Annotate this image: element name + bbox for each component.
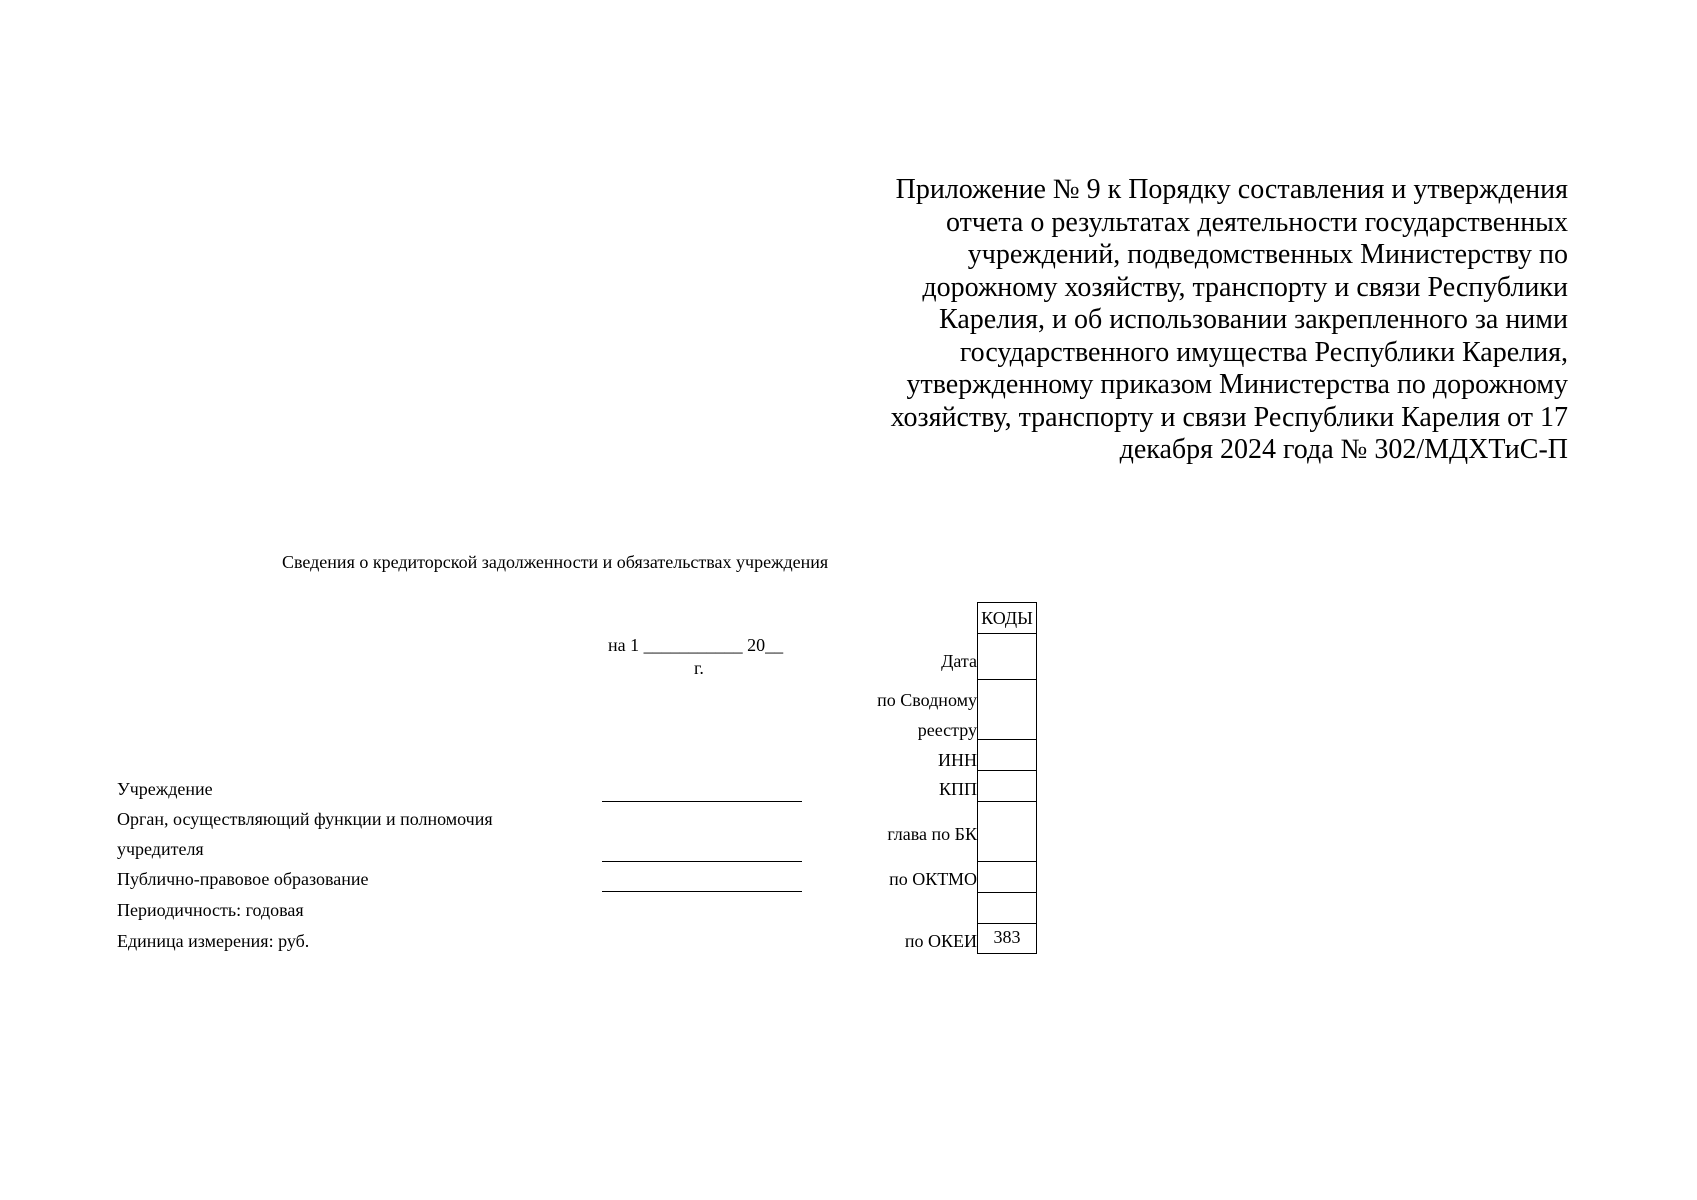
blank-code-cell[interactable] [978, 892, 1036, 923]
codes-table [977, 602, 1037, 954]
public-entity-label: Публично-правовое образование [117, 869, 369, 889]
appendix-line: утвержденному приказом Министерства по дорожному [906, 369, 1568, 400]
okei-code-cell[interactable]: 383 [978, 923, 1036, 953]
form-title: Сведения о кредиторской задолженности и обязательствах учреждения [282, 552, 829, 572]
founder-label-line1: Орган, осуществляющий функции и полномочия [117, 809, 493, 829]
appendix-line: Карелия, и об использовании закрепленного за ними [939, 304, 1568, 335]
inn-code-label: ИНН [938, 750, 977, 770]
date-code-cell[interactable] [978, 633, 1036, 679]
institution-label: Учреждение [117, 779, 213, 799]
report-date-suffix: г. [694, 658, 704, 678]
public-entity-fill-line[interactable] [602, 891, 802, 892]
report-date-line: на 1 ___________ 20__ [608, 635, 784, 655]
appendix-line: государственного имущества Республики Карелия, [959, 336, 1568, 368]
chapter-bk-code-cell[interactable] [978, 801, 1036, 861]
appendix-line: отчета о результатах деятельности государственных [945, 206, 1568, 238]
date-code-label: Дата [941, 651, 977, 671]
unit-label: Единица измерения: руб. [117, 931, 310, 951]
founder-label-line2: учредителя [117, 839, 204, 859]
kpp-code-label: КПП [938, 779, 977, 799]
appendix-line: хозяйству, транспорту и связи Республики Карелия от 17 [890, 401, 1568, 433]
appendix-line: дорожному хозяйству, транспорту и связи Республики [922, 271, 1568, 303]
registry-code-cell[interactable] [978, 679, 1036, 739]
institution-fill-line[interactable] [602, 801, 802, 802]
founder-fill-line[interactable] [602, 861, 802, 862]
inn-code-cell[interactable] [978, 739, 1036, 770]
registry-code-label-line1: по Сводному [877, 690, 977, 710]
chapter-bk-code-label: глава по БК [887, 824, 977, 844]
oktmo-code-cell[interactable] [978, 861, 1036, 892]
appendix-header [860, 174, 1568, 467]
okei-code-label: по ОКЕИ [904, 931, 977, 951]
registry-code-label-line2: реестру [917, 720, 977, 740]
appendix-line: Приложение № 9 к Порядку составления и утверждения [895, 174, 1568, 205]
kpp-code-cell[interactable] [978, 770, 1036, 801]
periodicity-label: Периодичность: годовая [117, 900, 304, 920]
oktmo-code-label: по ОКТМО [889, 869, 977, 889]
appendix-line: декабря 2024 года № 302/МДХТиС-П [1119, 434, 1568, 465]
appendix-line: учреждений, подведомственных Министерству по [967, 239, 1568, 270]
codes-header: КОДЫ [981, 608, 1033, 628]
